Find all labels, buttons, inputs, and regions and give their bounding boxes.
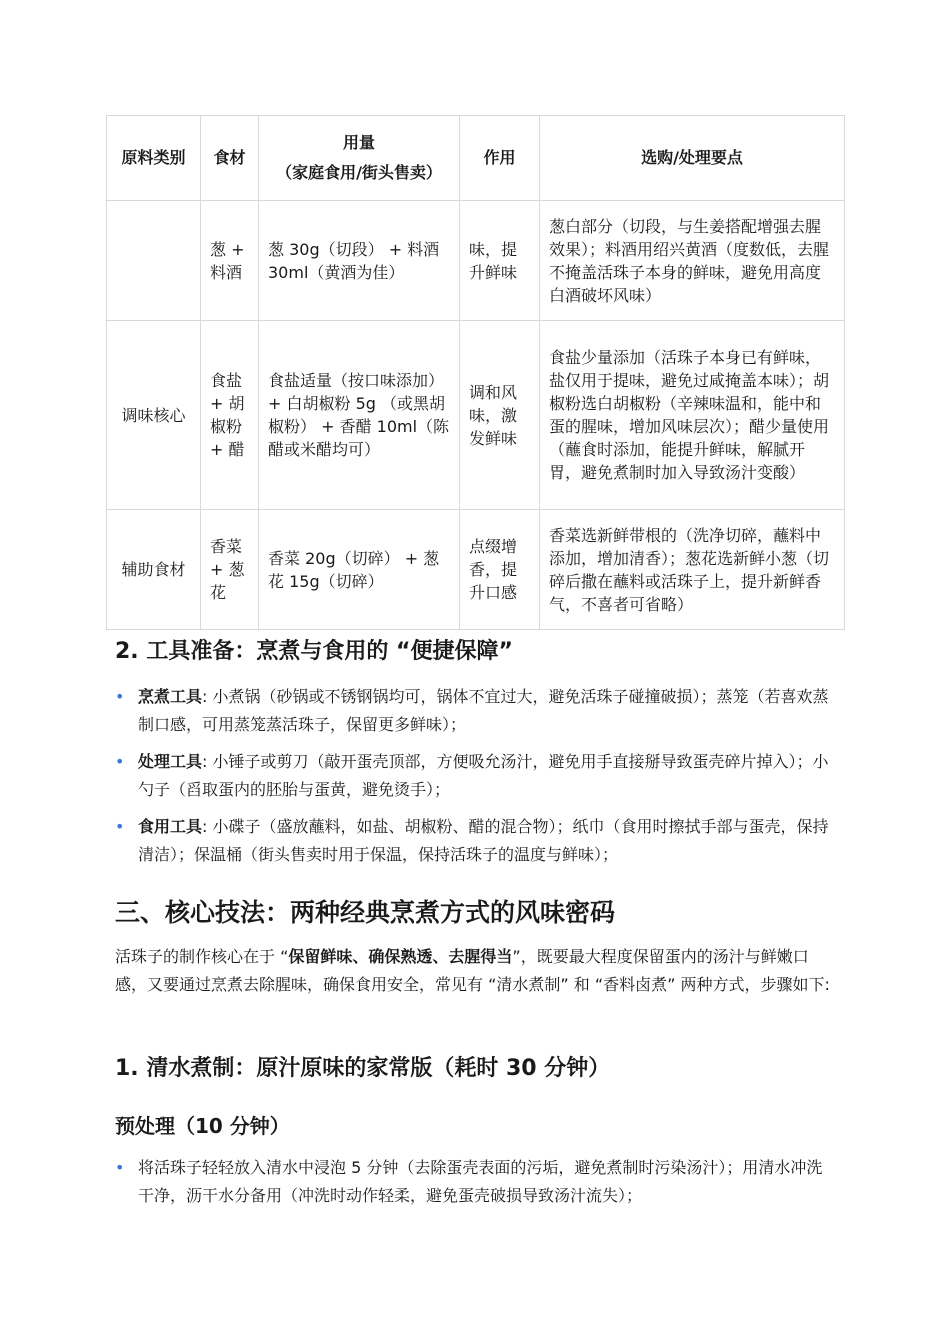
cell-food: 香菜 + 葱花 [201,510,259,630]
header-food: 食材 [201,116,259,201]
cell-amount: 香菜 20g（切碎） + 葱花 15g（切碎） [259,510,460,630]
table-row [107,321,845,510]
cell-amount: 食盐适量（按口味添加） + 白胡椒粉 5g （或黑胡椒粉） + 香醋 10ml（陈醋或米醋均可） [259,321,460,510]
list-item [115,748,835,804]
item-label: 烹煮工具 [138,687,203,706]
cell-food: 葱 + 料酒 [201,201,259,321]
table-row [107,201,845,321]
section3-heading: 三、核心技法：两种经典烹煮方式的风味密码 [115,898,616,927]
list-item [115,683,835,739]
header-tips: 选购/处理要点 [540,116,845,201]
cell-tips: 食盐少量添加（活珠子本身已有鲜味，盐仅用于提味，避免过咸掩盖本味）；胡椒粉选白胡椒粉（辛辣味温和，能中和蛋的腥味，增加风味层次）；醋少量使用（蘸食时添加，能提升鲜味，解腻开胃，避免煮制时加入导致汤汁变酸） [540,321,845,510]
intro-text-bold: 保留鲜味、确保熟透、去腥得当 [288,947,513,966]
bullet-icon: • [115,687,125,706]
header-amount [259,116,460,201]
list-item [115,813,835,869]
bullet-icon: • [115,1158,125,1177]
header-function: 作用 [460,116,540,201]
header-amount-line2: （家庭食用/街头售卖） [276,163,442,182]
item-label: 食用工具 [138,817,203,836]
prep-heading: 预处理（10 分钟） [115,1114,290,1138]
cell-function: 味，提升鲜味 [460,201,540,321]
item-text: : 小碟子（盛放蘸料，如盐、胡椒粉、醋的混合物）；纸巾（食用时擦拭手部与蛋壳，保持清洁）；保温桶（街头售卖时用于保温，保持活珠子的温度与鲜味）； [138,817,829,864]
cell-tips: 香菜选新鲜带根的（洗净切碎，蘸料中添加，增加清香）；葱花选新鲜小葱（切碎后撒在蘸料或活珠子上，提升新鲜香气，不喜者可省略） [540,510,845,630]
cell-amount: 葱 30g（切段） + 料酒 30ml（黄酒为佳） [259,201,460,321]
cell-category: 辅助食材 [107,510,201,630]
item-label: 处理工具 [138,752,203,771]
cell-category [107,201,201,321]
cell-tips: 葱白部分（切段，与生姜搭配增强去腥效果）；料酒用绍兴黄酒（度数低，去腥不掩盖活珠子本身的鲜味，避免用高度白酒破坏风味） [540,201,845,321]
intro-text-before: 活珠子的制作核心在于 “ [115,947,289,966]
item-text: : 小锤子或剪刀（敲开蛋壳顶部，方便吸允汤汁，避免用手直接掰导致蛋壳碎片掉入）；小勺子（舀取蛋内的胚胎与蛋黄，避免烫手）； [138,752,829,799]
bullet-icon: • [115,752,125,771]
intro-text-after: ”，既要最大程度保留蛋内的汤汁与鲜嫩口感，又要通过烹煮去除腥味，确保食用安全，常见有 “清水煮制” 和 “香料卤煮” 两种方式，步骤如下: [115,947,830,994]
cell-function: 点缀增香，提升口感 [460,510,540,630]
method1-heading: 1. 清水煮制：原汁原味的家常版（耗时 30 分钟） [115,1056,611,1081]
item-text: : 小煮锅（砂锅或不锈钢锅均可，锅体不宜过大，避免活珠子碰撞破损）；蒸笼（若喜欢蒸制口感，可用蒸笼蒸活珠子，保留更多鲜味）； [138,687,829,734]
item-text: 将活珠子轻轻放入清水中浸泡 5 分钟（去除蛋壳表面的污垢，避免煮制时污染汤汁）；用清水冲洗干净，沥干水分备用（冲洗时动作轻柔，避免蛋壳破损导致汤汁流失）； [138,1158,823,1205]
ingredients-table [106,115,845,630]
header-category: 原料类别 [107,116,201,201]
bullet-icon: • [115,817,125,836]
header-amount-line1: 用量 [342,133,375,152]
section3-intro [115,943,835,999]
cell-food: 食盐 + 胡椒粉 + 醋 [201,321,259,510]
tools-heading: 2. 工具准备：烹煮与食用的 “便捷保障” [115,639,513,664]
cell-function: 调和风味，激发鲜味 [460,321,540,510]
table-header-row [107,116,845,201]
cell-category: 调味核心 [107,321,201,510]
list-item [115,1154,835,1210]
table-row [107,510,845,630]
